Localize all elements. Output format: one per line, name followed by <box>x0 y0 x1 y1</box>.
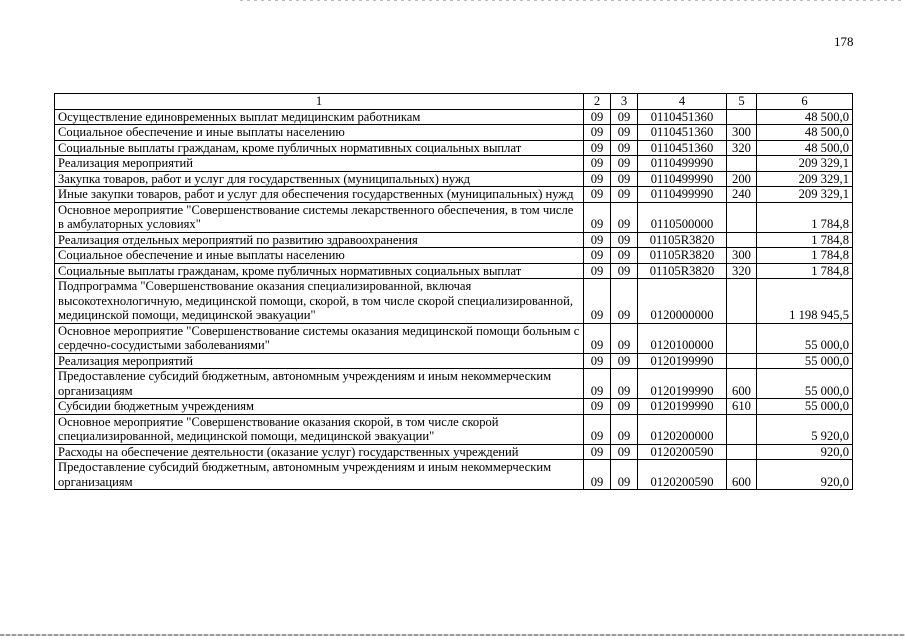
row-description: Основное мероприятие "Совершенствование системы лекарственного обеспечения, в том числе в амбулаторных условиях" <box>55 202 584 232</box>
row-expense-type <box>727 353 757 369</box>
row-description: Социальное обеспечение и иные выплаты населению <box>55 248 584 264</box>
row-section: 09 <box>584 369 611 399</box>
table-row <box>55 353 853 369</box>
row-amount: 209 329,1 <box>757 187 853 203</box>
row-expense-type <box>727 279 757 324</box>
row-target-code: 01105R3820 <box>638 263 727 279</box>
page-number: 178 <box>834 34 854 49</box>
row-target-code: 0120200590 <box>638 460 727 490</box>
row-description: Социальное обеспечение и иные выплаты населению <box>55 125 584 141</box>
row-description: Подпрограмма "Совершенствование оказания специализированной, включая высокотехнологичную, медицинской помощи, скорой, в том числе скорой специализированной, медицинской помощи, медицинской эвакуации" <box>55 279 584 324</box>
row-description: Осуществление единовременных выплат медицинским работникам <box>55 109 584 125</box>
row-expense-type <box>727 109 757 125</box>
row-section: 09 <box>584 263 611 279</box>
header-col-2: 2 <box>584 94 611 110</box>
table-row <box>55 232 853 248</box>
row-expense-type <box>727 232 757 248</box>
row-description: Закупка товаров, работ и услуг для государственных (муниципальных) нужд <box>55 171 584 187</box>
row-section: 09 <box>584 248 611 264</box>
row-target-code: 0120000000 <box>638 279 727 324</box>
row-section: 09 <box>584 187 611 203</box>
table-row <box>55 279 853 324</box>
row-section: 09 <box>584 202 611 232</box>
row-description: Предоставление субсидий бюджетным, автономным учреждениям и иным некоммерческим организациям <box>55 460 584 490</box>
row-description: Основное мероприятие "Совершенствование оказания скорой, в том числе скорой специализированной, медицинской помощи, медицинской эвакуации" <box>55 414 584 444</box>
row-subsection: 09 <box>611 187 638 203</box>
table-row <box>55 109 853 125</box>
row-subsection: 09 <box>611 460 638 490</box>
header-col-1: 1 <box>55 94 584 110</box>
row-amount: 48 500,0 <box>757 109 853 125</box>
row-expense-type: 610 <box>727 399 757 415</box>
row-amount: 55 000,0 <box>757 399 853 415</box>
row-description: Иные закупки товаров, работ и услуг для обеспечения государственных (муниципальных) нужд <box>55 187 584 203</box>
row-subsection: 09 <box>611 156 638 172</box>
row-subsection: 09 <box>611 414 638 444</box>
row-subsection: 09 <box>611 232 638 248</box>
table-row <box>55 323 853 353</box>
row-expense-type: 300 <box>727 248 757 264</box>
row-subsection: 09 <box>611 399 638 415</box>
row-description: Предоставление субсидий бюджетным, автономным учреждениям и иным некоммерческим организациям <box>55 369 584 399</box>
row-subsection: 09 <box>611 353 638 369</box>
row-amount: 55 000,0 <box>757 369 853 399</box>
header-col-3: 3 <box>611 94 638 110</box>
header-col-6: 6 <box>757 94 853 110</box>
row-target-code: 0120199990 <box>638 399 727 415</box>
row-description: Социальные выплаты гражданам, кроме публичных нормативных социальных выплат <box>55 140 584 156</box>
row-amount: 48 500,0 <box>757 125 853 141</box>
row-section: 09 <box>584 125 611 141</box>
row-section: 09 <box>584 399 611 415</box>
row-section: 09 <box>584 444 611 460</box>
row-section: 09 <box>584 460 611 490</box>
row-target-code: 0120100000 <box>638 323 727 353</box>
header-col-5: 5 <box>727 94 757 110</box>
row-expense-type: 300 <box>727 125 757 141</box>
row-section: 09 <box>584 279 611 324</box>
table-header <box>55 94 853 110</box>
table-row <box>55 414 853 444</box>
row-target-code: 0110451360 <box>638 125 727 141</box>
table-row <box>55 444 853 460</box>
row-amount: 1 784,8 <box>757 202 853 232</box>
row-expense-type: 320 <box>727 263 757 279</box>
table-row <box>55 125 853 141</box>
row-target-code: 0110500000 <box>638 202 727 232</box>
row-amount: 55 000,0 <box>757 323 853 353</box>
row-target-code: 0120200000 <box>638 414 727 444</box>
row-amount: 5 920,0 <box>757 414 853 444</box>
row-expense-type: 240 <box>727 187 757 203</box>
row-target-code: 01105R3820 <box>638 232 727 248</box>
row-subsection: 09 <box>611 248 638 264</box>
row-description: Субсидии бюджетным учреждениям <box>55 399 584 415</box>
row-amount: 55 000,0 <box>757 353 853 369</box>
row-amount: 209 329,1 <box>757 156 853 172</box>
row-subsection: 09 <box>611 369 638 399</box>
row-section: 09 <box>584 171 611 187</box>
row-description: Расходы на обеспечение деятельности (оказание услуг) государственных учреждений <box>55 444 584 460</box>
header-row <box>55 94 853 110</box>
scan-edge-top <box>240 0 905 1</box>
row-subsection: 09 <box>611 444 638 460</box>
row-target-code: 01105R3820 <box>638 248 727 264</box>
row-section: 09 <box>584 232 611 248</box>
row-amount: 48 500,0 <box>757 140 853 156</box>
row-subsection: 09 <box>611 202 638 232</box>
row-section: 09 <box>584 140 611 156</box>
row-subsection: 09 <box>611 171 638 187</box>
row-description: Социальные выплаты гражданам, кроме публичных нормативных социальных выплат <box>55 263 584 279</box>
row-subsection: 09 <box>611 140 638 156</box>
row-section: 09 <box>584 414 611 444</box>
row-amount: 1 784,8 <box>757 248 853 264</box>
row-expense-type: 600 <box>727 460 757 490</box>
table-row <box>55 248 853 264</box>
row-expense-type <box>727 202 757 232</box>
row-expense-type <box>727 414 757 444</box>
row-target-code: 0110499990 <box>638 171 727 187</box>
row-expense-type <box>727 156 757 172</box>
table-row <box>55 369 853 399</box>
row-expense-type: 320 <box>727 140 757 156</box>
row-amount: 209 329,1 <box>757 171 853 187</box>
table-row <box>55 460 853 490</box>
table-row <box>55 140 853 156</box>
row-amount: 920,0 <box>757 460 853 490</box>
table-row <box>55 202 853 232</box>
row-amount: 1 198 945,5 <box>757 279 853 324</box>
row-description: Реализация отдельных мероприятий по развитию здравоохранения <box>55 232 584 248</box>
row-expense-type: 600 <box>727 369 757 399</box>
row-expense-type: 200 <box>727 171 757 187</box>
table-row <box>55 263 853 279</box>
row-description: Реализация мероприятий <box>55 353 584 369</box>
row-expense-type <box>727 444 757 460</box>
row-expense-type <box>727 323 757 353</box>
row-section: 09 <box>584 156 611 172</box>
row-section: 09 <box>584 323 611 353</box>
row-amount: 920,0 <box>757 444 853 460</box>
scan-edge-bottom <box>0 634 905 636</box>
budget-table <box>54 93 853 490</box>
row-target-code: 0120199990 <box>638 369 727 399</box>
row-target-code: 0120200590 <box>638 444 727 460</box>
row-section: 09 <box>584 109 611 125</box>
row-amount: 1 784,8 <box>757 263 853 279</box>
table-row <box>55 171 853 187</box>
row-subsection: 09 <box>611 323 638 353</box>
row-target-code: 0110451360 <box>638 140 727 156</box>
table-row <box>55 187 853 203</box>
row-section: 09 <box>584 353 611 369</box>
row-amount: 1 784,8 <box>757 232 853 248</box>
row-description: Реализация мероприятий <box>55 156 584 172</box>
row-subsection: 09 <box>611 125 638 141</box>
row-subsection: 09 <box>611 279 638 324</box>
table-row <box>55 399 853 415</box>
header-col-4: 4 <box>638 94 727 110</box>
row-subsection: 09 <box>611 109 638 125</box>
row-target-code: 0120199990 <box>638 353 727 369</box>
row-description: Основное мероприятие "Совершенствование системы оказания медицинской помощи больным с сердечно-сосудистыми заболеваниями" <box>55 323 584 353</box>
row-subsection: 09 <box>611 263 638 279</box>
row-target-code: 0110499990 <box>638 187 727 203</box>
row-target-code: 0110499990 <box>638 156 727 172</box>
table-row <box>55 156 853 172</box>
table-body <box>55 109 853 490</box>
row-target-code: 0110451360 <box>638 109 727 125</box>
